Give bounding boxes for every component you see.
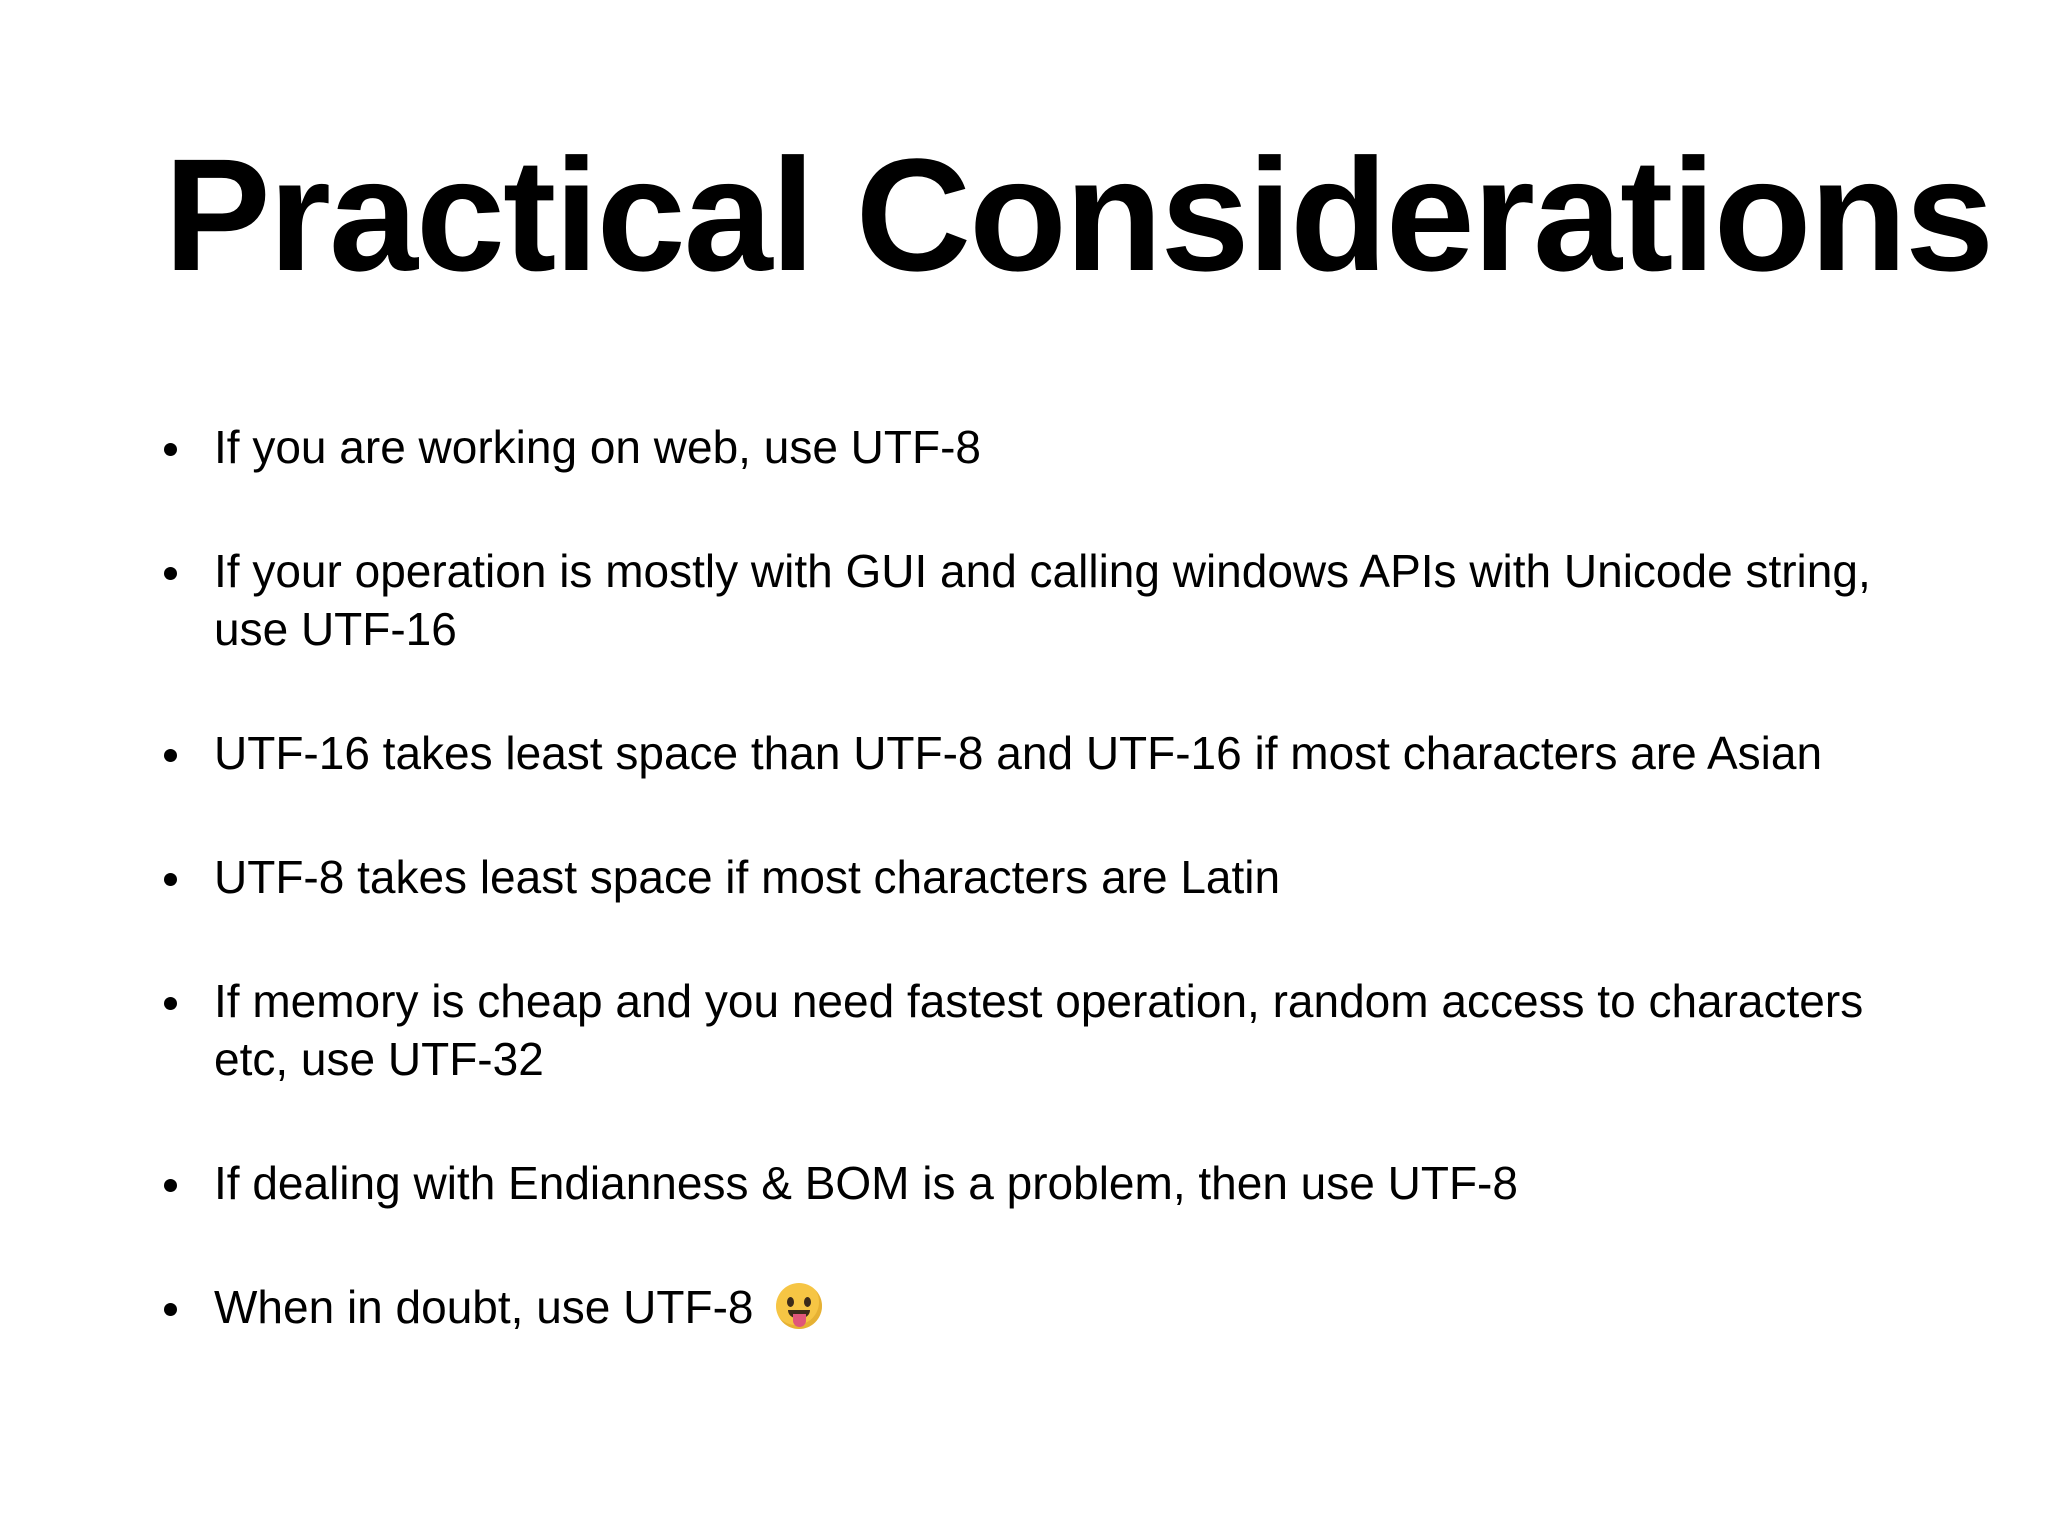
bullet-item bbox=[160, 1154, 1880, 1212]
bullet-text: If your operation is mostly with GUI and calling windows APIs with Unicode string, use UTF-16 bbox=[214, 545, 1871, 655]
bullet-item bbox=[160, 724, 1880, 782]
bullet-text: If memory is cheap and you need fastest operation, random access to characters etc, use UTF-32 bbox=[214, 975, 1864, 1085]
bullet-text: UTF-16 takes least space than UTF-8 and UTF-16 if most characters are Asian bbox=[214, 727, 1823, 779]
bullet-text: If dealing with Endianness & BOM is a problem, then use UTF-8 bbox=[214, 1157, 1518, 1209]
bullet-dot-icon bbox=[164, 1179, 177, 1192]
bullet-text: If you are working on web, use UTF-8 bbox=[214, 421, 981, 473]
bullet-text: When in doubt, use UTF-8 bbox=[214, 1281, 754, 1333]
bullet-item bbox=[160, 972, 1880, 1088]
bullet-dot-icon bbox=[164, 1303, 177, 1316]
slide-title: Practical Considerations bbox=[164, 125, 1993, 304]
bullet-item bbox=[160, 418, 1880, 476]
bullet-dot-icon bbox=[164, 873, 177, 886]
emoji-tongue-icon bbox=[793, 1314, 806, 1327]
tongue-out-face-emoji-icon bbox=[776, 1283, 822, 1329]
bullet-text: UTF-8 takes least space if most characters are Latin bbox=[214, 851, 1281, 903]
bullet-item bbox=[160, 848, 1880, 906]
emoji-eye-icon bbox=[804, 1297, 811, 1307]
bullet-item bbox=[160, 1278, 1880, 1336]
bullet-dot-icon bbox=[164, 749, 177, 762]
bullet-dot-icon bbox=[164, 443, 177, 456]
bullet-item bbox=[160, 542, 1880, 658]
bullet-list bbox=[160, 418, 1880, 1402]
bullet-dot-icon bbox=[164, 567, 177, 580]
bullet-dot-icon bbox=[164, 997, 177, 1010]
emoji-eye-icon bbox=[787, 1297, 794, 1307]
